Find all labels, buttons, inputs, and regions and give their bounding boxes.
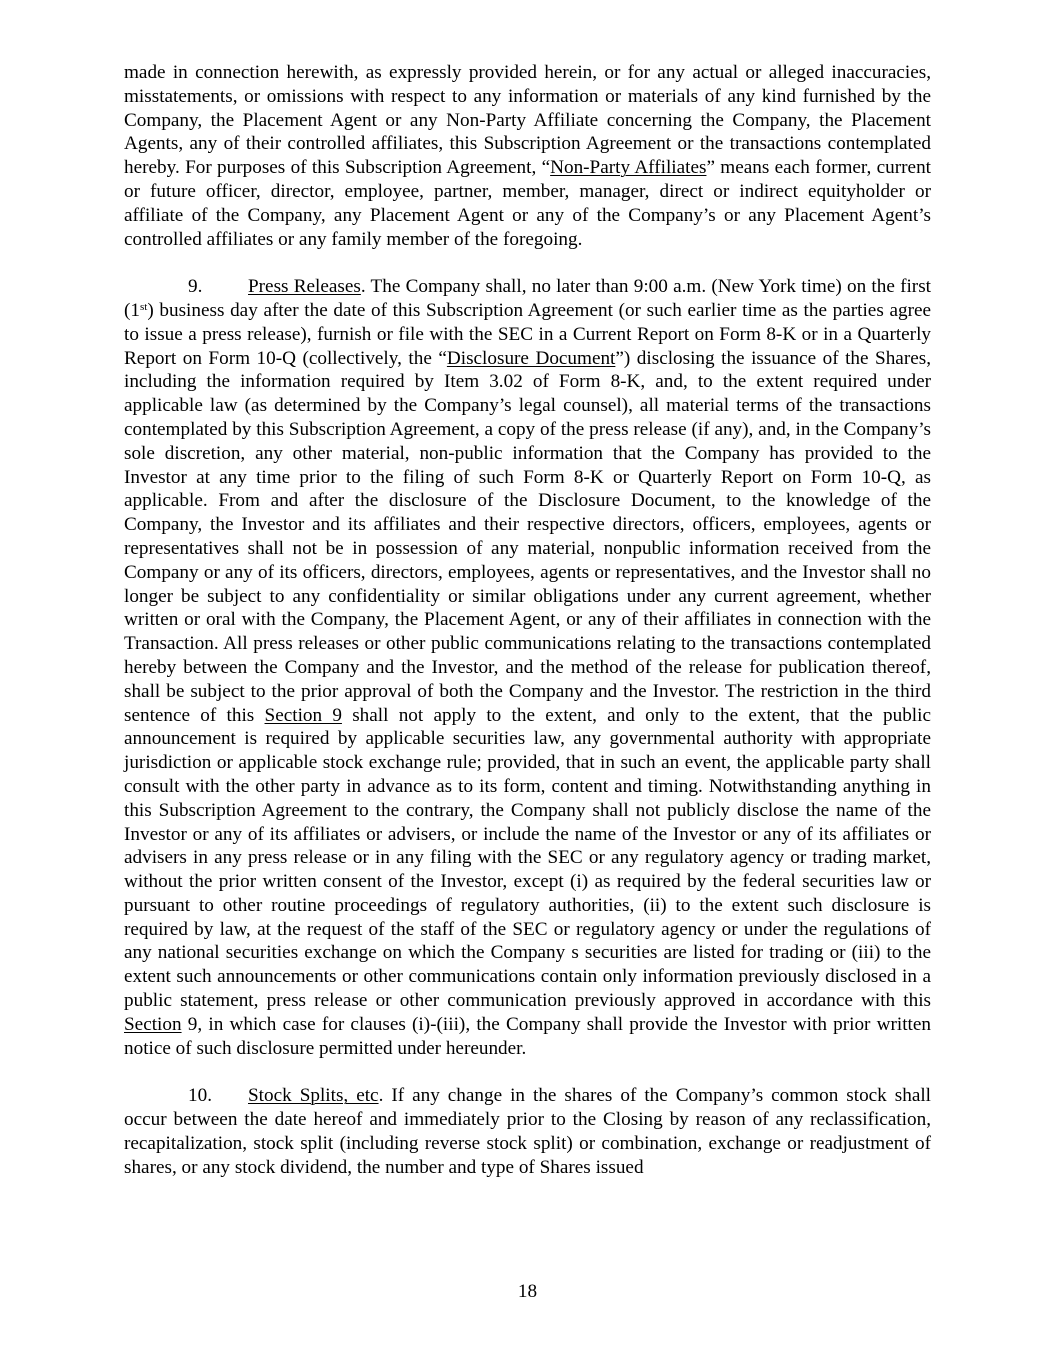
paragraph-text: shall not apply to the extent, and only to the extent, that the public announcement is required by applicable securities law, any governmental authority with appropriate jurisdiction or applicable stock exchange rule; provided, that in such an event, the applicable party shall consult with the other party in advance as to its form, content and timing. Notwithstanding anything in this Subscription Agreement to the contrary, the Company shall not publicly disclose the name of the Investor or any of its affiliates or advisers, or include the name of the Investor or any of its affiliates or advisers in any press release or in any filing with the SEC or any regulatory agency or trading market, without the prior written consent of the Investor, except (i) as required by the federal securities law or pursuant to other routine proceedings of regulatory authorities, (ii) to the extent such disclosure is required by law, at the request of the staff of the SEC or regulatory agency or under the regulations of any national securities exchange on which the Company s securities are listed for trading or (iii) to the extent such announcements or other communications contain only information previously disclosed in a public statement, press release or other communication previously approved in accordance with this bbox=[124, 704, 931, 1012]
paragraph-text: made in connection herewith, as expressly provided herein, or for any actual or alleged inaccuracies, misstatements, or omissions with respect to any information or materials of any kind furnished by the Company, the Placement Agent or any Non-Party Affiliate concerning the Company, the Placement Agents, any of their controlled affiliates, this Subscription Agreement or the transactions contemplated hereby. For purposes of this Subscription Agreement, “ bbox=[124, 62, 931, 179]
section-heading: Press Releases bbox=[248, 276, 361, 298]
paragraph-text: ) business day after the date of this Subscription Agreement (or such earlier time as the parties agree to issue a press release), furnish or file with the SEC in a Current Report on Form 8-K or in a Quarterly Report on Form 10-Q (collectively, the “ bbox=[124, 299, 931, 369]
paragraph-continuation bbox=[124, 61, 931, 251]
paragraph-text: . The Company shall, no later than 9:00 a.m. (New York time) on the first (1 bbox=[124, 276, 931, 321]
paragraph-text: ” means each former, current or future officer, director, employee, partner, member, manager, direct or indirect equityholder or affiliate of the Company, any Placement Agent or any of the Company’s or any Placement Agent’s controlled affiliates or any family member of the foregoing. bbox=[124, 157, 931, 250]
ordinal-superscript: st bbox=[139, 300, 148, 313]
paragraph-text: ”) disclosing the issuance of the Shares, including the information required by Item 3.02 of Form 8-K, and, to the extent required under applicable law (as determined by the Company’s legal counsel), all material terms of the transactions contemplated by this Subscription Agreement, a copy of the press release (if any), and, in the Company’s sole discretion, any other material, non-public information that the Company has provided to the Investor at any time prior to the filing of such Form 8-K or Quarterly Report on Form 10-Q, as applicable. From and after the disclosure of the Disclosure Document, to the knowledge of the Company, the Investor and its affiliates and their respective directors, officers, employees, agents or representatives shall not be in possession of any material, nonpublic information received from the Company or any of its officers, directors, employees, agents or representatives, and the Investor shall no longer be subject to any confidentiality or similar obligations under any current agreement, whether written or oral with the Company, the Placement Agent, or any of their affiliates in connection with the Transaction. All press releases or other public communications relating to the transactions contemplated hereby between the Company and the Investor, and the method of the release for publication thereof, shall be subject to the prior approval of both the Company and the Investor. The restriction in the third sentence of this bbox=[124, 347, 931, 726]
section-number: 10. bbox=[188, 1085, 212, 1107]
page-number: 18 bbox=[517, 1281, 538, 1302]
section-heading: Stock Splits, etc bbox=[248, 1085, 379, 1107]
section-reference: Section 9 bbox=[264, 704, 342, 726]
defined-term-disclosure-document: Disclosure Document bbox=[446, 347, 616, 369]
defined-term-non-party-affiliates: Non-Party Affiliates bbox=[550, 157, 707, 179]
paragraph-text: . If any change in the shares of the Company’s common stock shall occur between the date hereof and immediately prior to the Closing by reason of any reclassification, recapitalization, stock split (including reverse stock split) or combination, exchange or readjustment of shares, or any stock dividend, the number and type of Shares issued bbox=[124, 1085, 931, 1178]
section-number: 9. bbox=[188, 276, 203, 298]
section-reference: Section bbox=[124, 1013, 182, 1035]
section-10-stock-splits bbox=[124, 1084, 931, 1179]
paragraph-text: 9, in which case for clauses (i)-(iii), the Company shall provide the Investor with prior written notice of such disclosure permitted under hereunder. bbox=[124, 1013, 931, 1059]
document-page bbox=[124, 61, 931, 1179]
section-9-press-releases bbox=[124, 275, 931, 1060]
